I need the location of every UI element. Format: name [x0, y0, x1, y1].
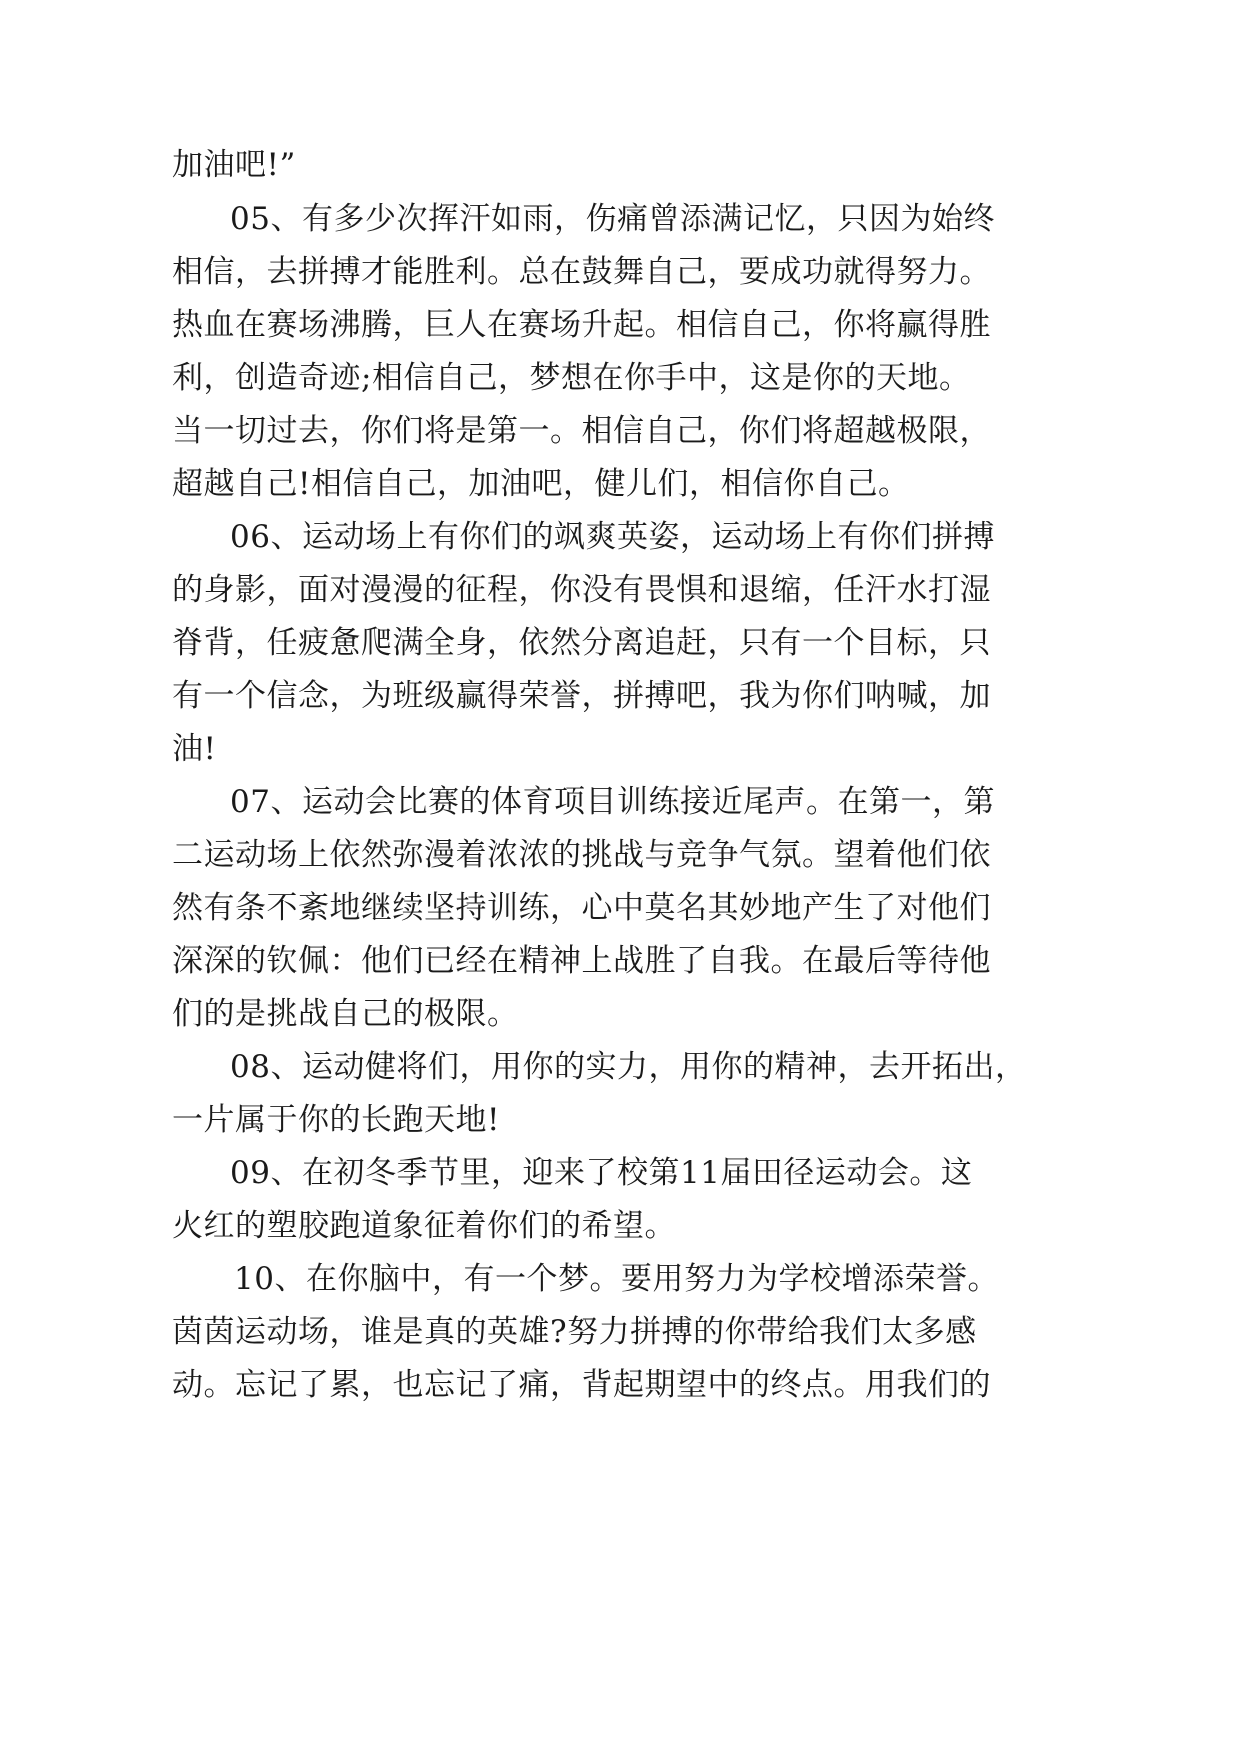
- text-line-11: 有一个信念，为班级赢得荣誉，拼搏吧，我为你们呐喊，加: [172, 678, 991, 714]
- text-line-21: 火红的塑胶跑道象征着你们的希望。: [172, 1208, 676, 1244]
- text-line-3: 相信，去拼搏才能胜利。总在鼓舞自己，要成功就得努力。: [172, 254, 991, 290]
- text-line-5: 利，创造奇迹;相信自己，梦想在你手中，这是你的天地。: [172, 360, 971, 396]
- text-line-16: 深深的钦佩：他们已经在精神上战胜了自我。在最后等待他: [172, 943, 991, 979]
- text-line-17: 们的是挑战自己的极限。: [172, 996, 519, 1032]
- text-line-18: 08、运动健将们，用你的实力，用你的精神，去开拓出，: [230, 1049, 1027, 1085]
- text-line-23: 茵茵运动场，谁是真的英雄?努力拼搏的你带给我们太多感: [172, 1314, 977, 1350]
- text-line-7: 超越自己!相信自己，加油吧，健儿们，相信你自己。: [172, 466, 910, 502]
- text-line-12: 油!: [172, 731, 217, 767]
- text-line-15: 然有条不紊地继续坚持训练，心中莫名其妙地产生了对他们: [172, 890, 991, 926]
- text-line-8: 06、运动场上有你们的飒爽英姿，运动场上有你们拼搏: [230, 519, 995, 555]
- text-line-1: 加油吧!”: [172, 147, 296, 183]
- text-line-6: 当一切过去，你们将是第一。相信自己，你们将超越极限，: [172, 413, 991, 449]
- text-line-9: 的身影，面对漫漫的征程，你没有畏惧和退缩，任汗水打湿: [172, 572, 991, 608]
- text-line-2: 05、有多少次挥汗如雨，伤痛曾添满记忆，只因为始终: [230, 201, 995, 237]
- text-line-19: 一片属于你的长跑天地!: [172, 1102, 500, 1138]
- text-line-13: 07、运动会比赛的体育项目训练接近尾声。在第一，第: [230, 784, 995, 820]
- text-line-22: 10、在你脑中，有一个梦。要用努力为学校增添荣誉。: [234, 1261, 999, 1297]
- text-line-10: 脊背，任疲惫爬满全身，依然分离追赶，只有一个目标，只: [172, 625, 991, 661]
- text-line-24: 动。忘记了累，也忘记了痛，背起期望中的终点。用我们的: [172, 1367, 991, 1403]
- text-line-4: 热血在赛场沸腾，巨人在赛场升起。相信自己，你将赢得胜: [172, 307, 991, 343]
- text-line-14: 二运动场上依然弥漫着浓浓的挑战与竞争气氛。望着他们依: [172, 837, 991, 873]
- text-line-20: 09、在初冬季节里，迎来了校第11届田径运动会。这: [230, 1155, 973, 1191]
